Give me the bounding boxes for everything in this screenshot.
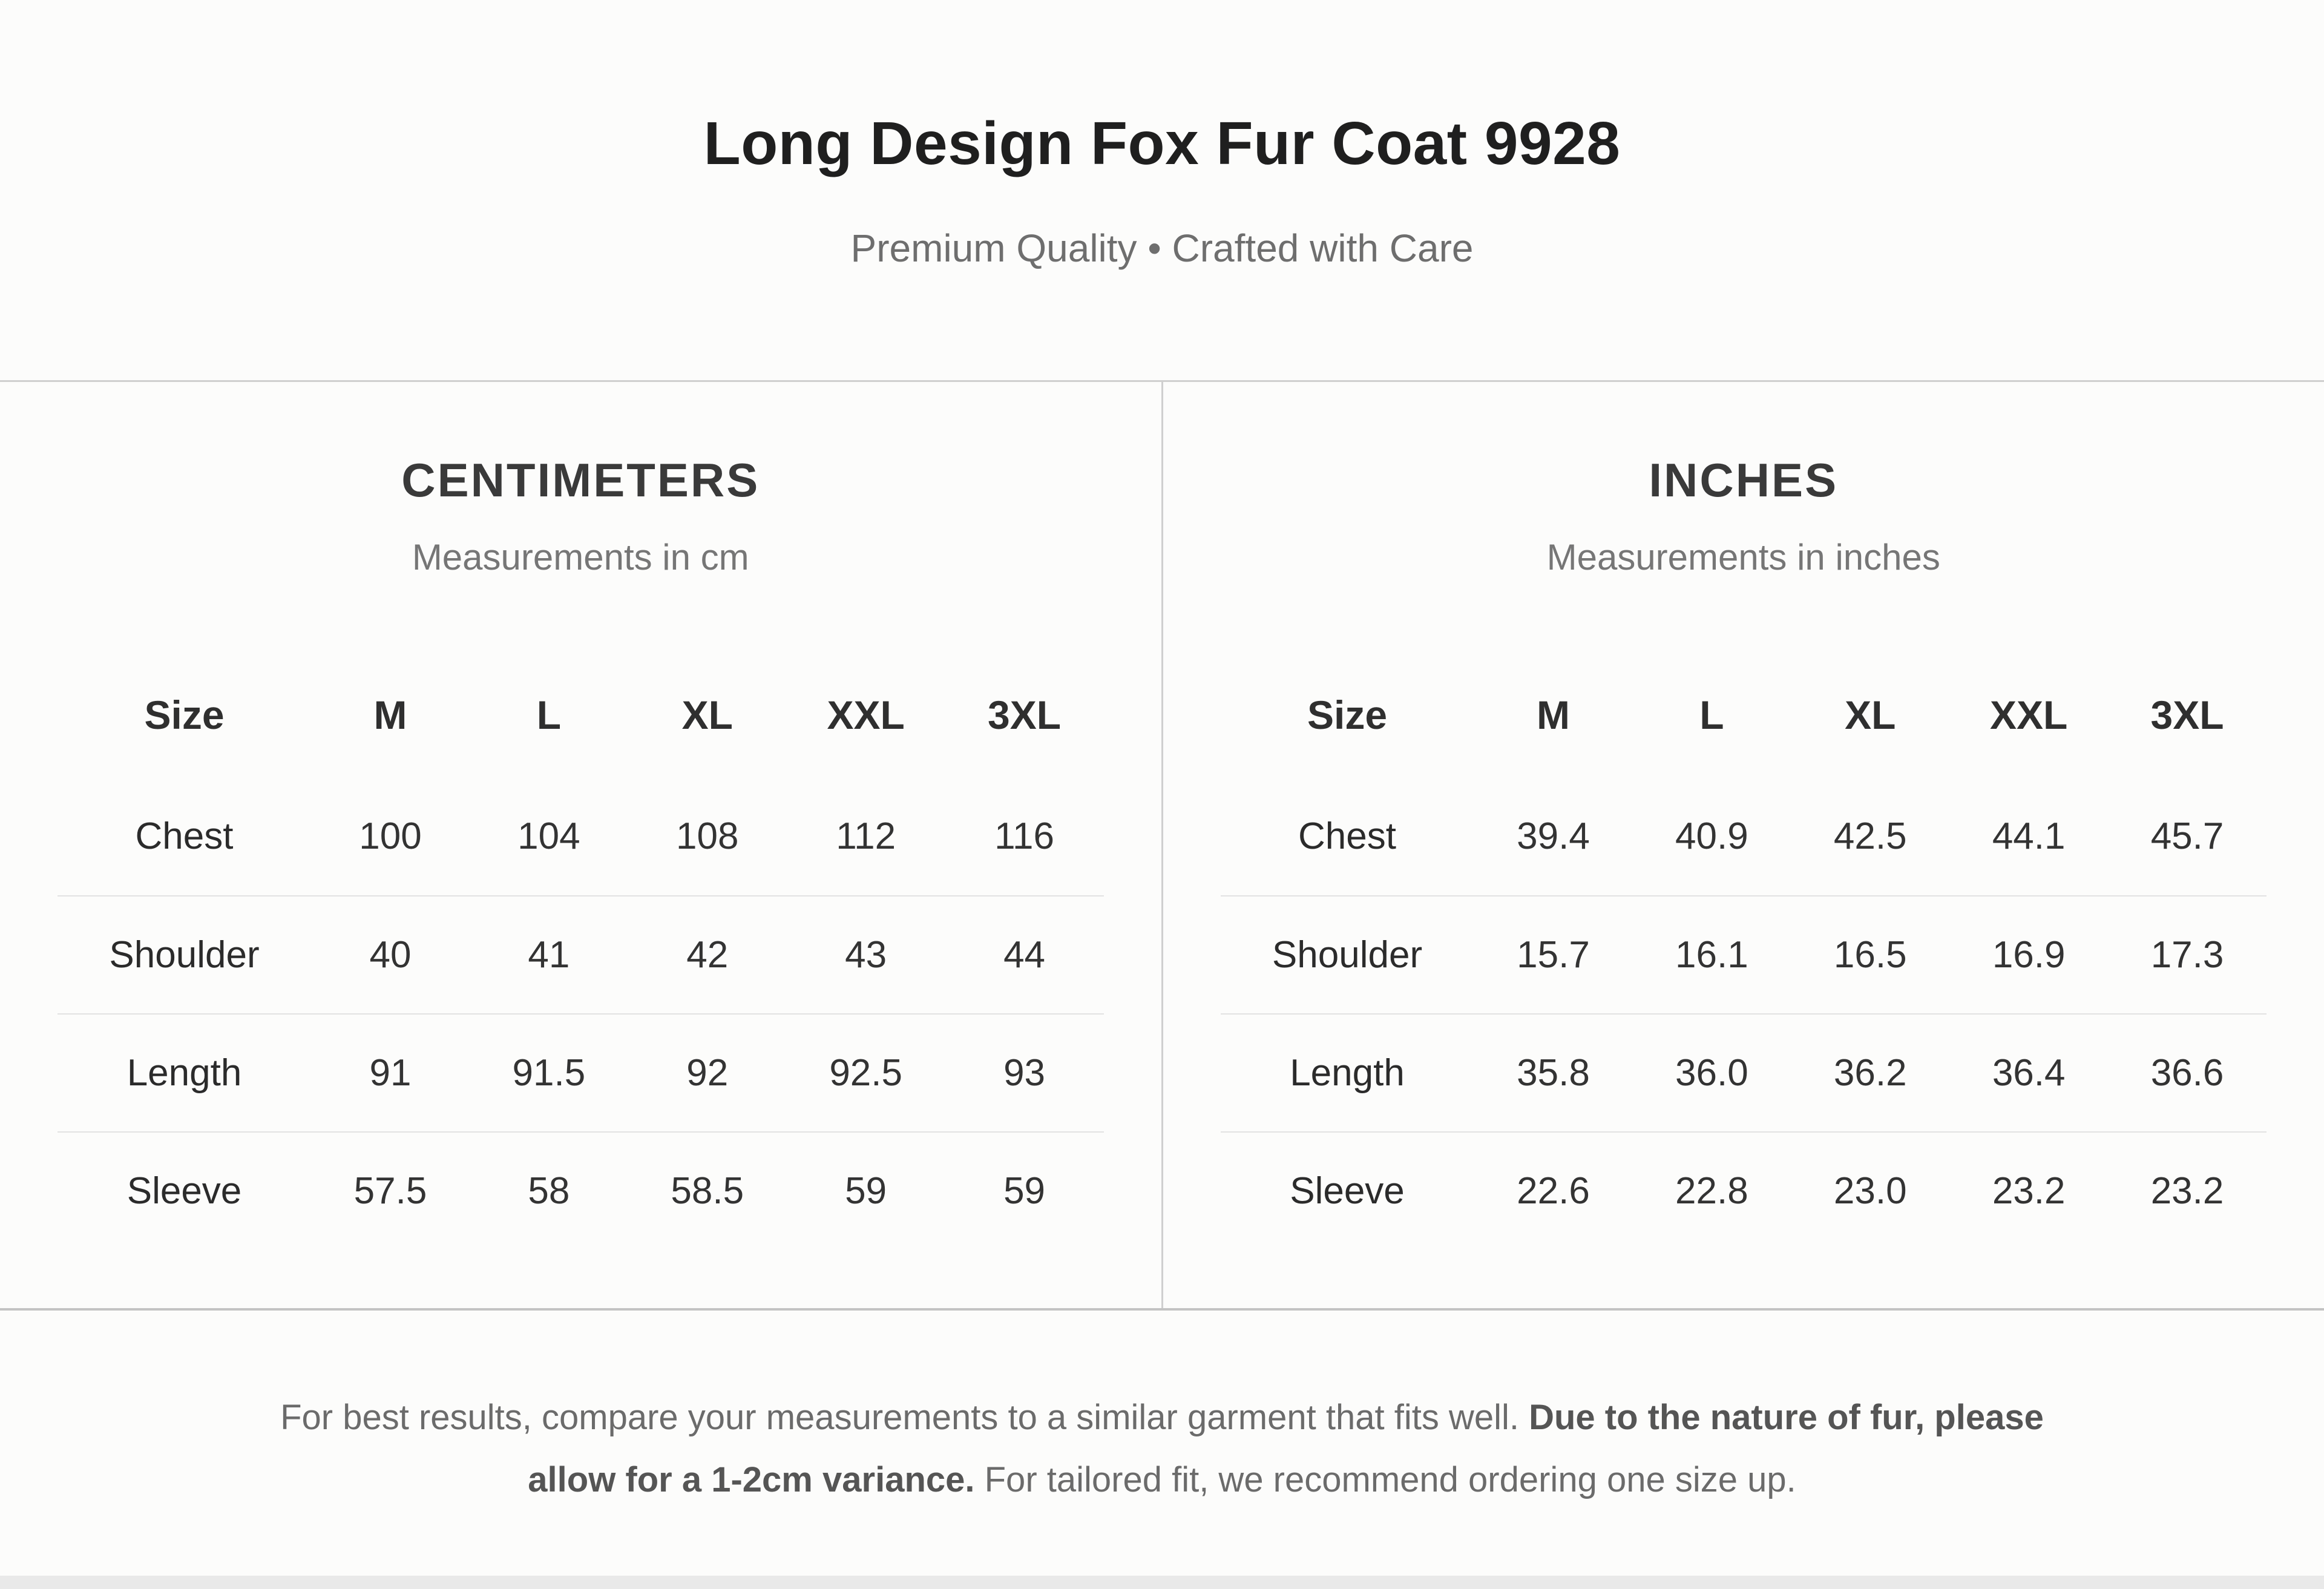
table-row-chest (57, 777, 1104, 895)
cell-value: 23.2 (2150, 1170, 2224, 1212)
table-row-length (1221, 1013, 2267, 1131)
column-header: XXL (1989, 693, 2068, 738)
page-header (0, 0, 2324, 380)
cell-value: 112 (836, 815, 896, 857)
column-header: L (1699, 693, 1724, 738)
cell-value: 40.9 (1675, 815, 1748, 857)
cell-value: 43 (845, 933, 887, 976)
row-label: Shoulder (109, 933, 260, 976)
cell-value: 108 (676, 815, 739, 857)
cell-value: 91 (369, 1051, 412, 1094)
column-header: XXL (827, 693, 905, 738)
table-row-shoulder (57, 895, 1104, 1013)
cell-value: 16.5 (1833, 933, 1907, 976)
cell-value: 91.5 (512, 1051, 586, 1094)
tables-area (0, 380, 2324, 1311)
page-subtitle: Premium Quality • Crafted with Care (850, 226, 1474, 270)
cell-value: 44 (1003, 933, 1046, 976)
cell-value: 17.3 (2150, 933, 2224, 976)
cell-value: 36.4 (1992, 1051, 2066, 1094)
cell-value: 100 (359, 815, 422, 857)
cell-value: 92 (686, 1051, 729, 1094)
inches-subheading: Measurements in inches (1546, 536, 1940, 577)
cell-value: 42 (686, 933, 729, 976)
fit-note-text: For tailored fit, we recommend ordering one size up. (974, 1460, 1796, 1500)
cell-value: 39.4 (1517, 815, 1590, 857)
centimeters-subheading: Measurements in cm (412, 536, 749, 577)
cell-value: 36.6 (2150, 1051, 2224, 1094)
column-header: Size (144, 693, 225, 738)
cell-value: 59 (1003, 1170, 1046, 1212)
inches-heading: INCHES (1649, 453, 1839, 507)
cell-value: 16.9 (1992, 933, 2066, 976)
cell-value: 44.1 (1992, 815, 2066, 857)
centimeters-table (57, 653, 1104, 1249)
cell-value: 23.0 (1833, 1170, 1907, 1212)
row-label: Sleeve (126, 1170, 242, 1212)
cell-value: 40 (369, 933, 412, 976)
inches-table (1221, 653, 2267, 1249)
bottom-band (0, 1576, 2324, 1589)
table-header-row (57, 653, 1104, 777)
cell-value: 92.5 (829, 1051, 902, 1094)
fit-note-bold-text: Due to the nature of fur, please allow for a 1-2cm variance. (528, 1398, 2044, 1500)
section-inches (1161, 382, 2324, 1308)
cell-value: 36.0 (1675, 1051, 1748, 1094)
page-title: Long Design Fox Fur Coat 9928 (703, 110, 1621, 177)
cell-value: 22.8 (1675, 1170, 1748, 1212)
cell-value: 23.2 (1992, 1170, 2066, 1212)
cell-value: 58 (528, 1170, 570, 1212)
footer-note-area (0, 1311, 2324, 1576)
column-header: M (373, 693, 407, 738)
cell-value: 16.1 (1675, 933, 1748, 976)
row-label: Sleeve (1290, 1170, 1405, 1212)
section-centimeters (0, 382, 1161, 1308)
cell-value: 35.8 (1517, 1051, 1590, 1094)
row-label: Length (126, 1051, 242, 1094)
column-header: 3XL (2150, 693, 2224, 738)
cell-value: 57.5 (353, 1170, 427, 1212)
fit-note-text: For best results, compare your measurements to a similar garment that fits well. (280, 1398, 1529, 1437)
row-label: Length (1290, 1051, 1405, 1094)
table-row-shoulder (1221, 895, 2267, 1013)
cell-value: 36.2 (1833, 1051, 1907, 1094)
cell-value: 93 (1003, 1051, 1046, 1094)
column-header: XL (1845, 693, 1896, 738)
cell-value: 59 (845, 1170, 887, 1212)
row-label: Shoulder (1272, 933, 1423, 976)
table-row-sleeve (57, 1131, 1104, 1249)
cell-value: 58.5 (671, 1170, 744, 1212)
column-header: XL (681, 693, 733, 738)
cell-value: 45.7 (2150, 815, 2224, 857)
cell-value: 15.7 (1517, 933, 1590, 976)
column-header: M (1536, 693, 1570, 738)
row-label: Chest (1298, 815, 1396, 857)
table-row-chest (1221, 777, 2267, 895)
cell-value: 22.6 (1517, 1170, 1590, 1212)
fit-note (269, 1386, 2055, 1511)
cell-value: 41 (528, 933, 570, 976)
column-header: L (536, 693, 562, 738)
cell-value: 116 (994, 815, 1054, 857)
table-header-row (1221, 653, 2267, 777)
row-label: Chest (135, 815, 234, 857)
column-header: Size (1307, 693, 1388, 738)
table-row-sleeve (1221, 1131, 2267, 1249)
cell-value: 104 (517, 815, 580, 857)
table-row-length (57, 1013, 1104, 1131)
centimeters-heading: CENTIMETERS (401, 453, 760, 507)
cell-value: 42.5 (1833, 815, 1907, 857)
column-header: 3XL (988, 693, 1062, 738)
